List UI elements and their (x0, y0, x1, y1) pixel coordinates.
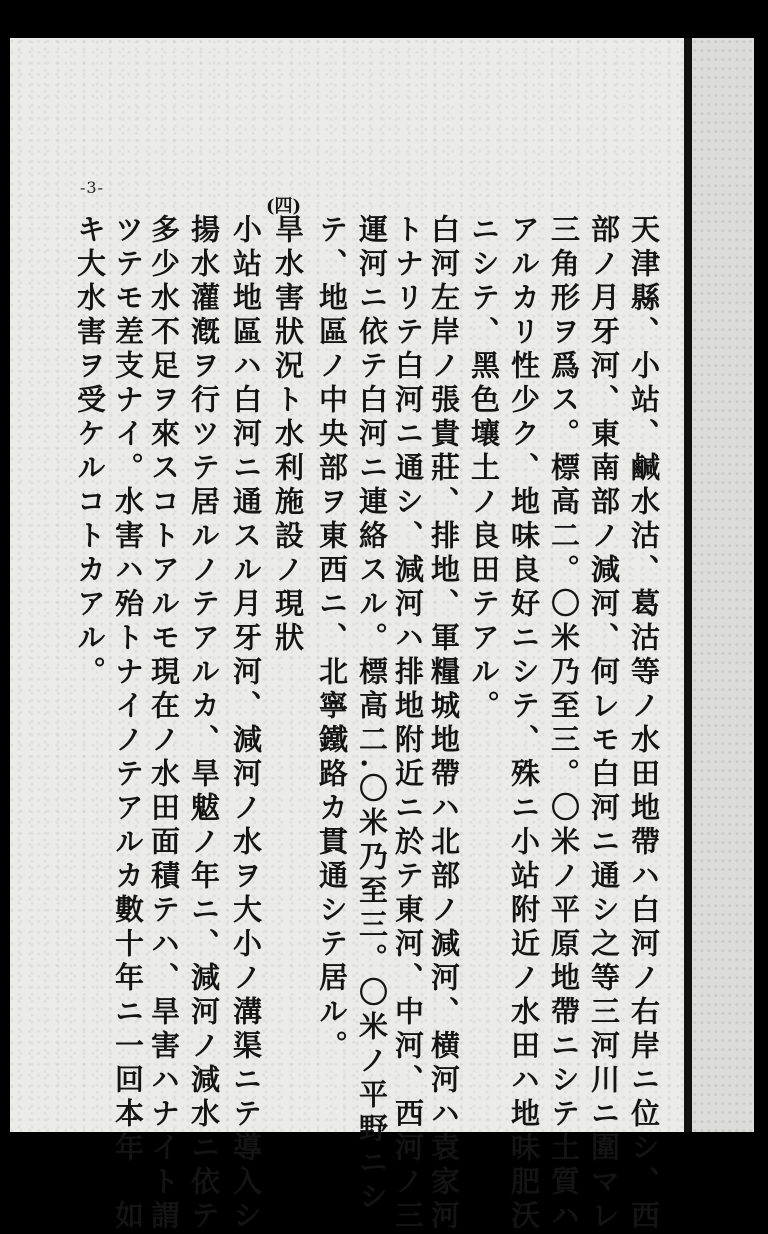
text-column-11: 小站地區ハ白河ニ通スル月牙河、減河ノ水ヲ大小ノ溝渠ニテ導入シ (229, 214, 263, 1234)
text-column-8: 運河ニ依テ白河ニ連絡スル。標高二.〇米乃至三。〇米ノ平野ニシ (355, 214, 389, 1216)
section-number: (四) (266, 196, 302, 217)
text-column-13: 多少水不足ヲ來スコトアルモ現在ノ水田面積テハ、旱害ハナイト謂 (147, 214, 181, 1234)
text-column-14: ツテモ差支ナイ。水害ハ殆トナイノテアルカ數十年ニ一回本年 如 (111, 214, 145, 1234)
text-column-5: ニシテ、黑色壤土ノ良田テアル。 (467, 214, 501, 724)
section-heading: 旱水害狀況ト水利施設ノ現狀 (271, 214, 305, 656)
text-column-2: 部ノ月牙河、東南部ノ減河、何レモ白河ニ通シ之等三河川ニ圍マレ (587, 214, 621, 1234)
text-column-12: 揚水灌漑ヲ行ツテ居ルノテアルカ、旱魃ノ年ニ、減河ノ減水ニ依テ (187, 214, 221, 1234)
text-column-4: アルカリ性少ク、地味良好ニシテ、殊ニ小站附近ノ水田ハ地味肥沃 (507, 214, 541, 1234)
text-column-7: トナリテ白河ニ通シ、減河ハ排地附近ニ於テ東河、中河、西河ノ三 (391, 214, 425, 1234)
adjacent-page-edge (692, 38, 754, 1132)
text-column-9: テ、地區ノ中央部ヲ東西ニ、北寧鐵路カ貫通シテ居ル。 (315, 214, 349, 1064)
binding-divider (684, 38, 692, 1132)
text-column-15: キ大水害ヲ受ケルコトカアル。 (73, 214, 107, 690)
text-column-1: 天津縣、小站、鹹水沽、葛沽等ノ水田地帶ハ白河ノ右岸ニ位シ、西 (627, 214, 661, 1234)
page-number: -3- (80, 178, 104, 197)
text-column-6: 白河左岸ノ張貴莊、排地、軍糧城地帶ハ北部ノ減河、横河ハ袁家河 (427, 214, 461, 1234)
text-column-3: 三角形ヲ爲ス。標高二。〇米乃至三。〇米ノ平原地帶ニシテ土質ハ (547, 214, 581, 1234)
